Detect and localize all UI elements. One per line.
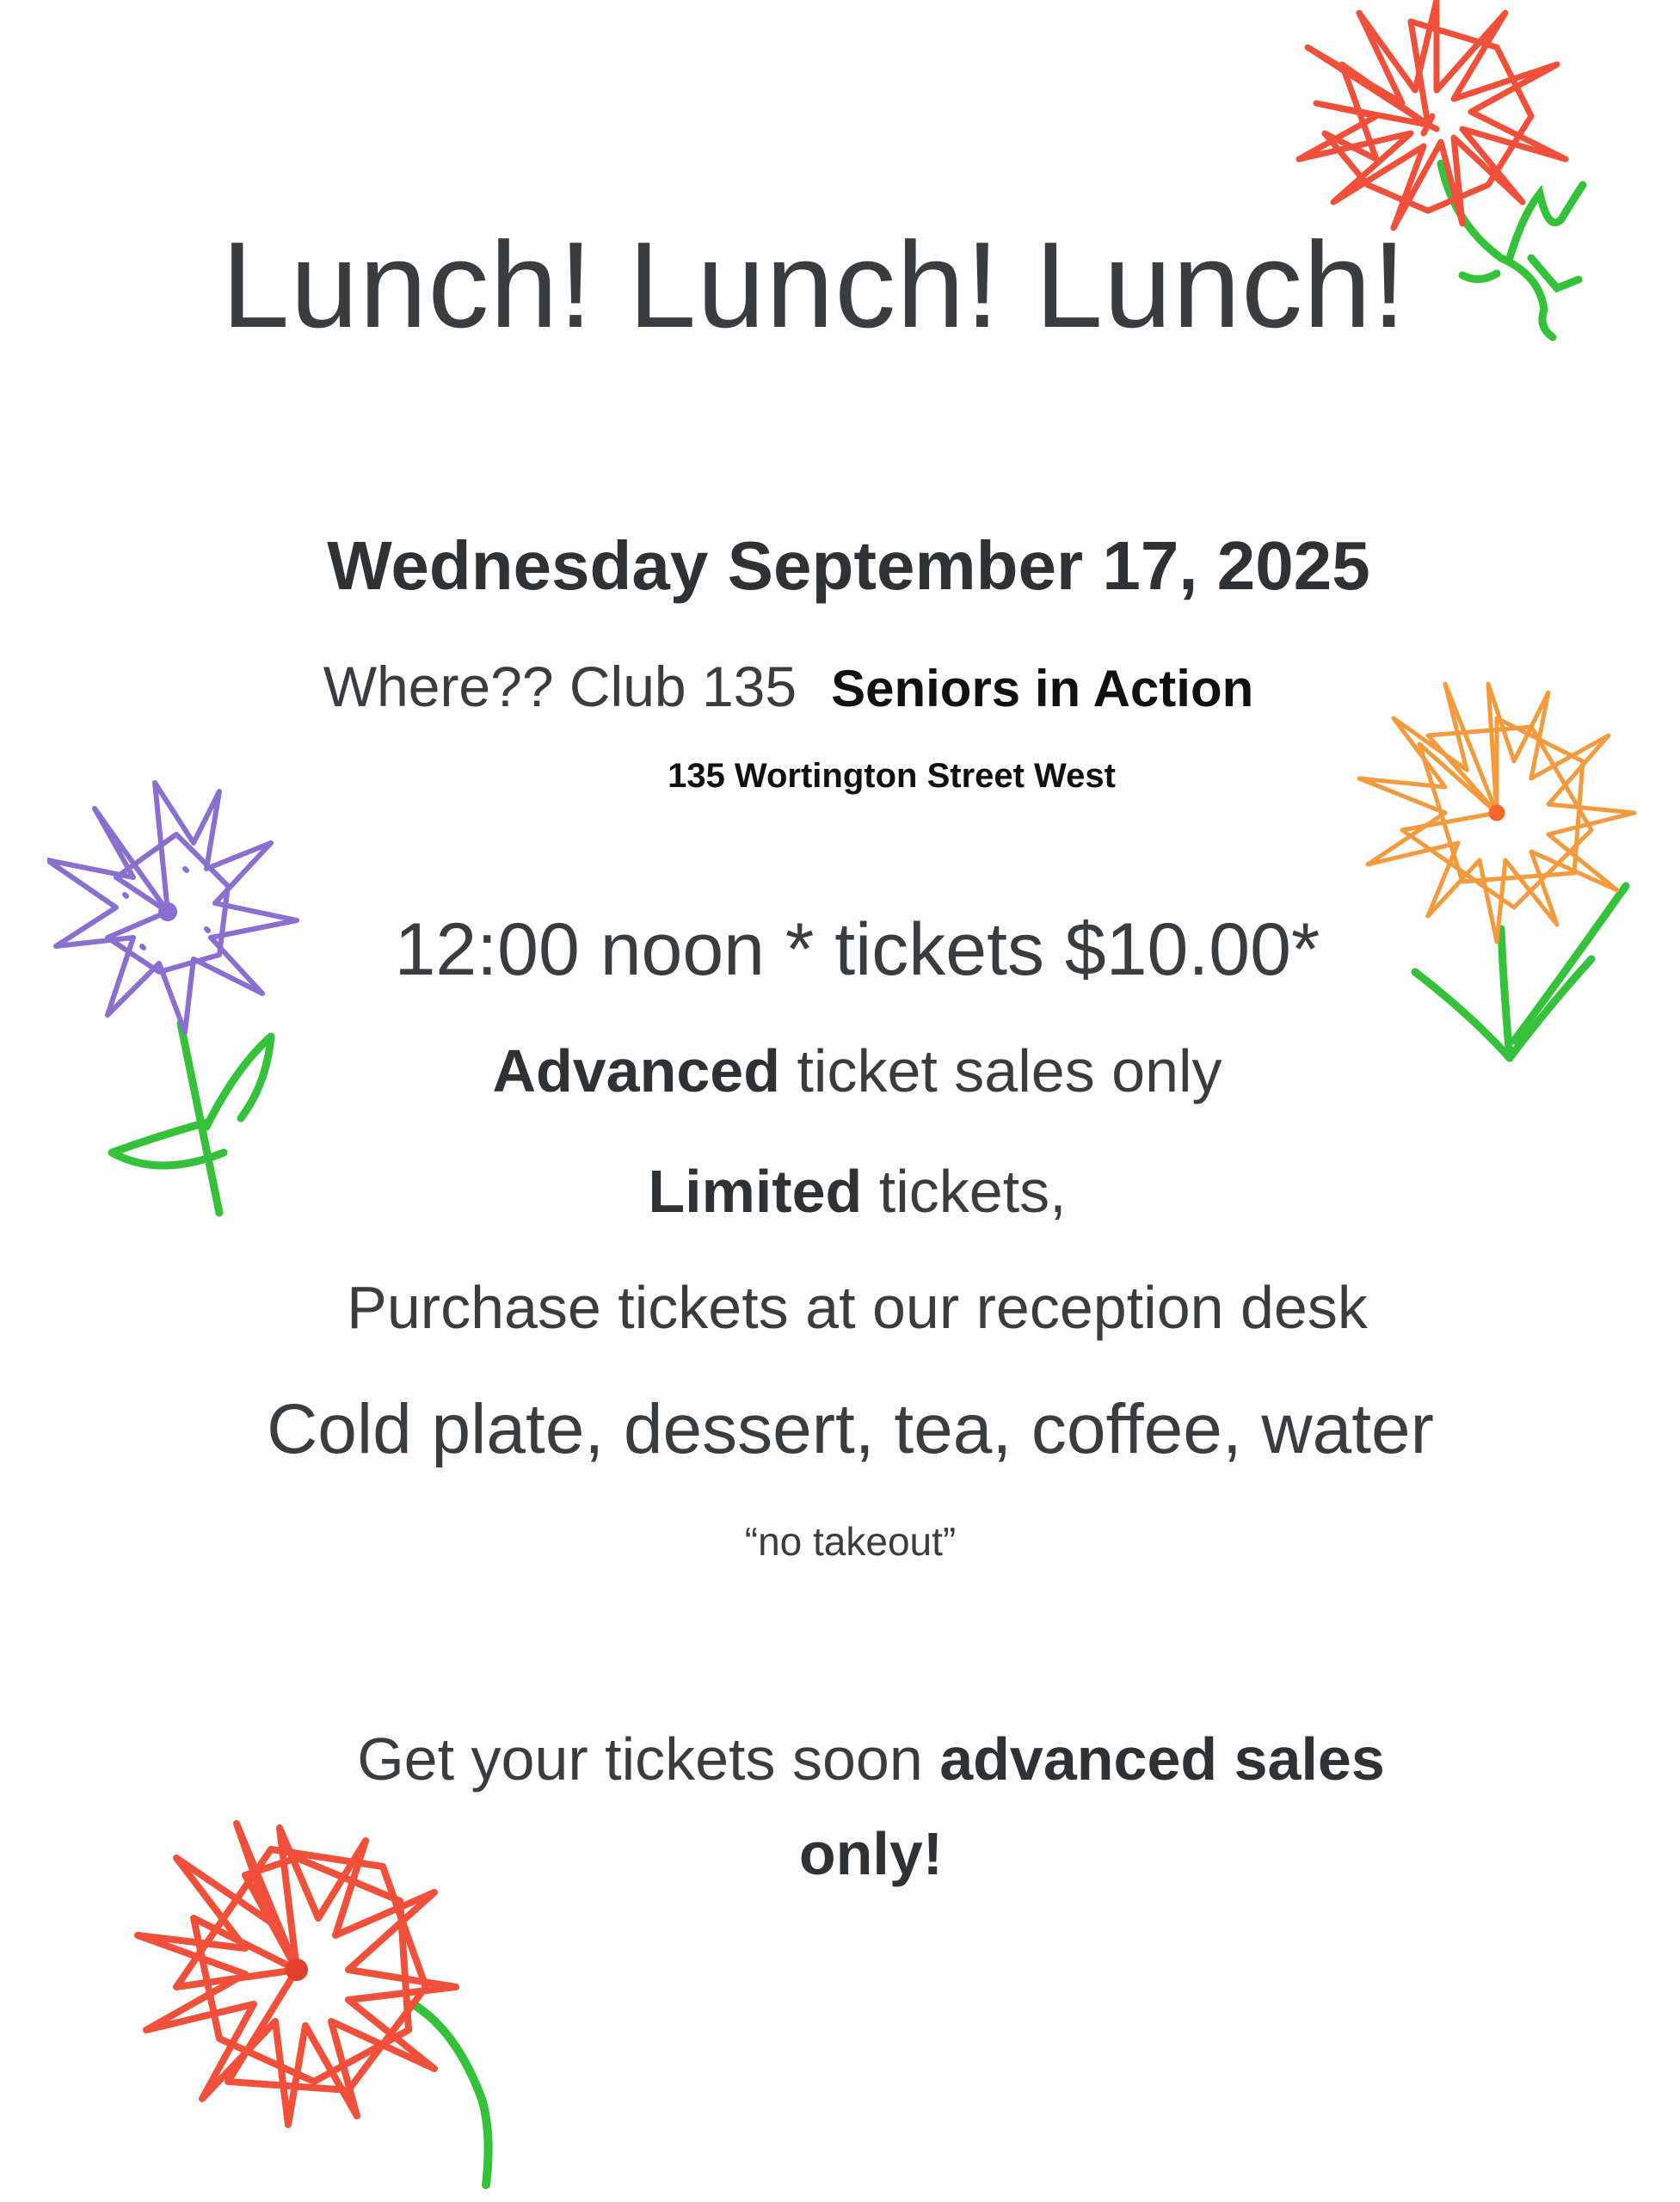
- closing-line-2: only!: [798, 1820, 944, 1887]
- menu-items: Cold plate, dessert, tea, coffee, water: [267, 1390, 1434, 1468]
- takeout-note: “no takeout”: [744, 1519, 957, 1564]
- advanced-sales-note: [17, 1036, 1680, 1105]
- advanced-rest: ticket sales only: [780, 1037, 1222, 1104]
- event-location: [0, 654, 1628, 719]
- advanced-bold: Advanced: [492, 1037, 780, 1104]
- event-date: Wednesday September 17, 2025: [327, 527, 1370, 604]
- limited-rest: tickets,: [862, 1158, 1067, 1225]
- limited-tickets-note: [17, 1157, 1680, 1226]
- event-address: 135 Wortington Street West: [668, 757, 1116, 795]
- closing-line-1: [31, 1725, 1680, 1793]
- where-label: Where?? Club 135: [323, 655, 797, 718]
- orange-flower-icon: [1351, 671, 1643, 1075]
- time-and-price: 12:00 noon * tickets $10.00*: [394, 908, 1320, 991]
- closing-bold-1: advanced sales: [939, 1725, 1385, 1793]
- organization-name: Seniors in Action: [831, 660, 1254, 717]
- closing-regular: Get your tickets soon: [357, 1725, 940, 1793]
- limited-bold: Limited: [648, 1158, 863, 1225]
- purchase-note: Purchase tickets at our reception desk: [347, 1274, 1368, 1341]
- page-title: Lunch! Lunch! Lunch!: [221, 217, 1407, 354]
